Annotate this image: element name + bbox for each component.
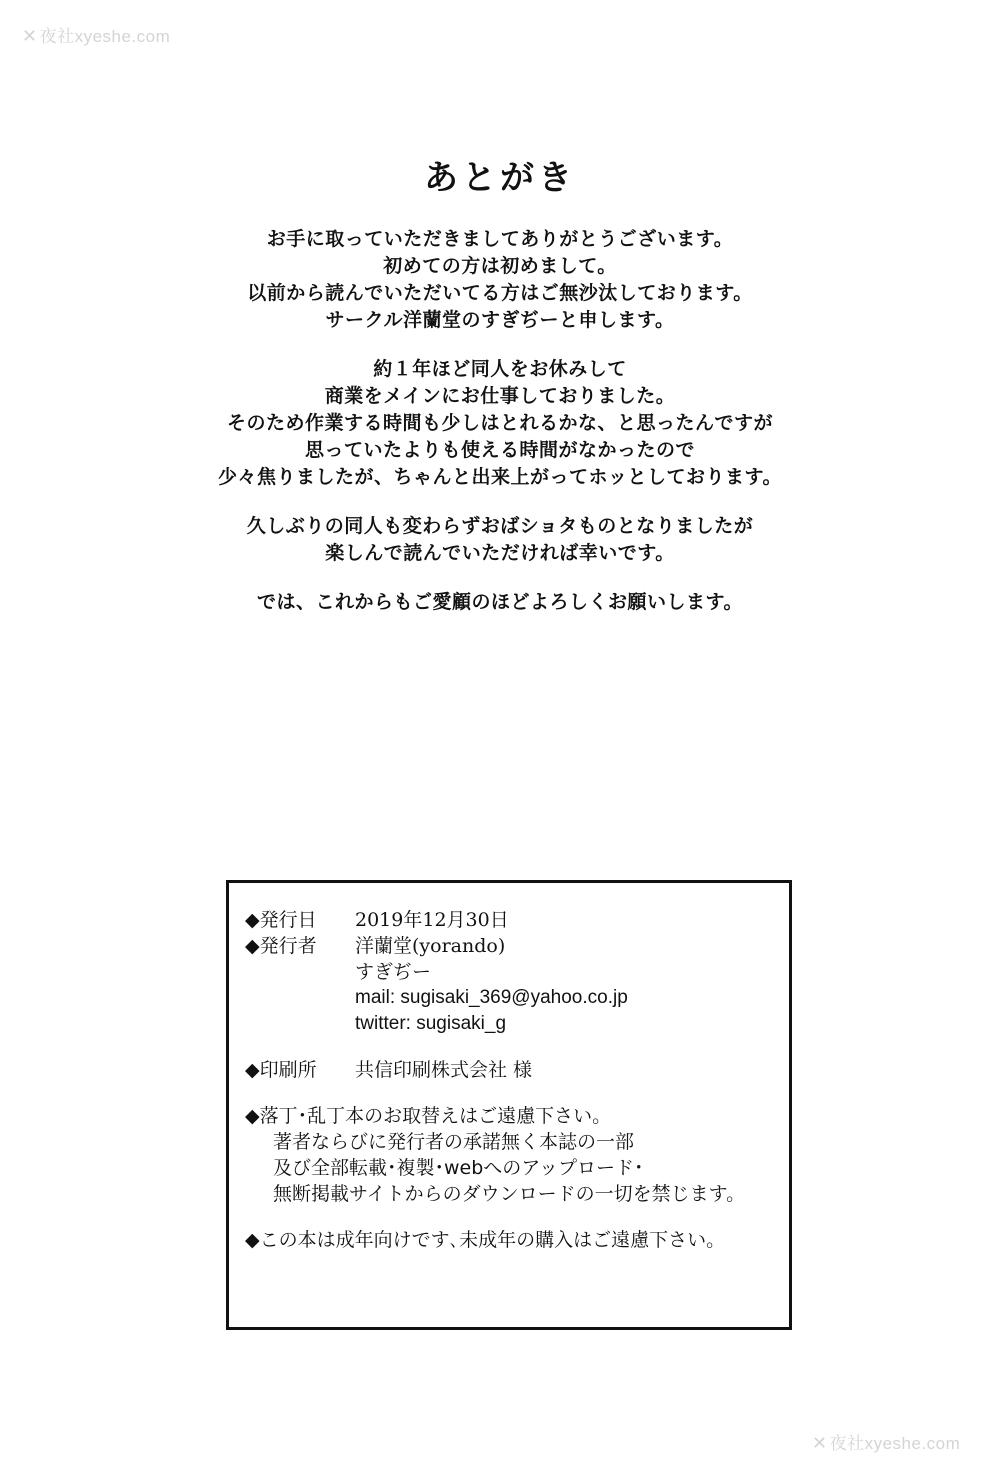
afterword-paragraph-2 [0,356,1000,491]
afterword-title: あとがき [424,158,576,198]
afterword-paragraph-4 [0,589,1000,616]
watermark-text: 夜社xyeshe.com [829,1434,961,1453]
afterword-paragraph-3 [0,513,1000,567]
copyright-notice [245,1103,777,1207]
publisher-value: 洋蘭堂(yorando) [355,935,506,957]
watermark-top [22,22,170,47]
afterword-line: 少々焦りましたが、ちゃんと出来上がってホッとしております。 [218,466,782,488]
afterword-line: 商業をメインにお仕事しておりました。 [324,385,676,407]
printer-row [245,1057,777,1083]
colophon-box [226,880,792,1330]
afterword-line: 約１年ほど同人をお休みして [373,358,627,380]
colophon-content [245,907,777,1253]
mail-row [245,985,777,1011]
issue-date-label: ◆発行日 [245,909,317,931]
age-restriction-notice: ◆この本は成年向けです､未成年の購入はご遠慮下さい。 [245,1229,726,1251]
watermark-x-icon: ✕ [22,26,38,46]
notice-line: 無断掲載サイトからのダウンロードの一切を禁じます。 [273,1183,746,1205]
afterword-line: 思っていたよりも使える時間がなかったので [304,439,695,461]
notice-line: 著者ならびに発行者の承諾無く本誌の一部 [273,1131,635,1153]
afterword-line: 久しぶりの同人も変わらずおばショタものとなりましたが [246,515,754,537]
notice-line: 及び全部転載･複製･webへのアップロード･ [273,1157,644,1179]
afterword-body [0,226,1000,638]
afterword-line: 楽しんで読んでいただければ幸いです。 [325,542,675,564]
publisher-row [245,933,777,959]
afterword-paragraph-1 [0,226,1000,334]
afterword-line: 以前から読んでいただいてる方はご無沙汰しております。 [247,282,753,304]
author-row [245,959,777,985]
afterword-line: お手に取っていただきましてありがとうございます。 [266,228,734,250]
afterword-line: そのため作業する時間も少しはとれるかな、と思ったんですが [226,412,773,434]
issue-date-row [245,907,777,933]
issue-date-value: 2019年12月30日 [355,909,509,931]
twitter-row [245,1011,777,1037]
printer-label: ◆印刷所 [245,1059,317,1081]
mail-value: mail: sugisaki_369@yahoo.co.jp [355,987,628,1008]
afterword-line: では、これからもご愛顧のほどよろしくお願いします。 [257,591,743,613]
afterword-line: 初めての方は初めまして。 [383,255,617,277]
publisher-label: ◆発行者 [245,935,317,957]
twitter-value: twitter: sugisaki_g [355,1013,507,1034]
author-value: すぎぢー [355,961,432,983]
watermark-text: 夜社xyeshe.com [39,27,171,46]
printer-value: 共信印刷株式会社 様 [355,1059,533,1081]
notice-line: ◆落丁･乱丁本のお取替えはご遠慮下さい。 [245,1105,612,1127]
watermark-bottom [812,1429,960,1454]
afterword-line: サークル洋蘭堂のすぎぢーと申します。 [325,309,675,331]
watermark-x-icon: ✕ [812,1433,828,1453]
